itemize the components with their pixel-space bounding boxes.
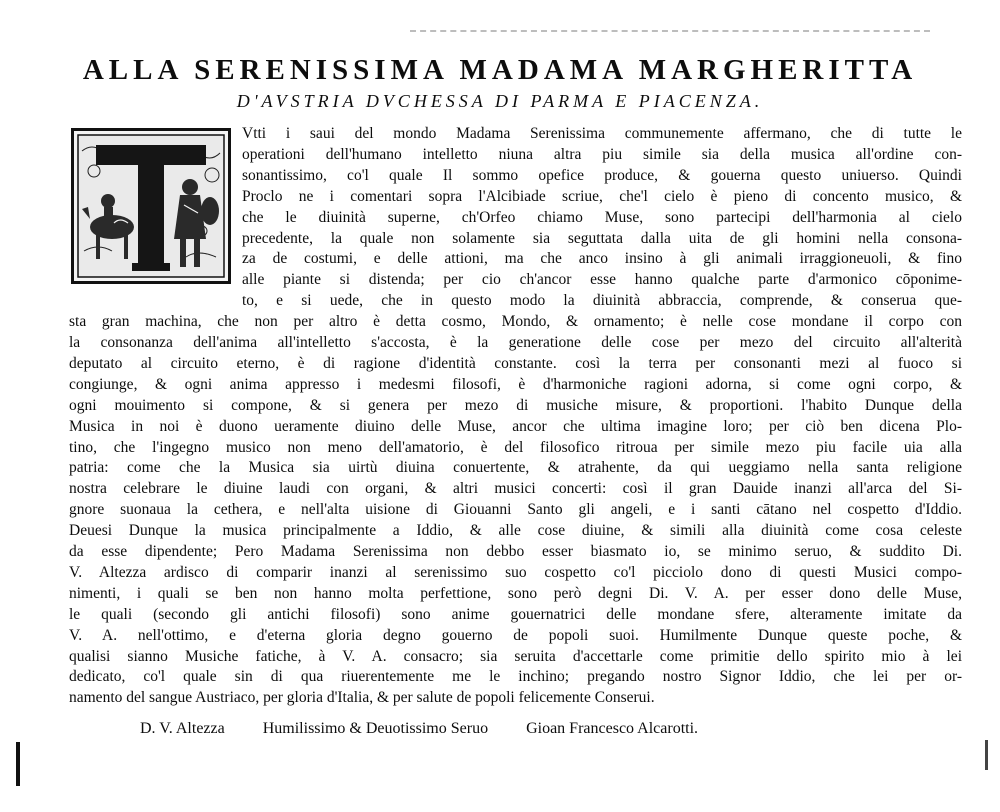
text-line: da esse dipendente; Pero Madama Serenissima non debbo esser biasmato io, se minimo seruo, & suddito Di. <box>69 543 962 560</box>
text-line: deputato al circuito eterno, è di ragione d'identità constante. così la terra per consonanti mezi al fuoco si <box>69 355 962 372</box>
dedication-subtitle: D'AVSTRIA DVCHESSA DI PARMA E PIACENZA. <box>236 91 764 111</box>
text-line: nostra celebrare le diuine laudi con organi, & altri musici concerti: così il gran Dauide inanzi all'arca del Si- <box>69 480 962 497</box>
text-line: tino, che l'ingegno musico non meno dell'amatorio, è del filosofico ritroua per simile mezo piu facile uia alla <box>69 439 962 456</box>
text-line: sta gran machina, che non per altro è detta cosmo, Mondo, & ornamento; è nelle cose mondane il corpo con <box>69 313 962 330</box>
text-line: namento del sangue Austriaco, per gloria d'Italia, & per salute de popoli felicemente Conserui. <box>69 689 655 706</box>
text-line: congiunge, & ogni anima appresso i medesmi filosofi, è d'harmoniche ragioni adorna, si come ogni corpo, & <box>69 376 962 393</box>
right-margin-mark <box>985 740 988 770</box>
signature-line <box>140 718 940 740</box>
text-line: Musica in noi è duono ueramente diuino delle Muse, ancor che ultima imagine loro; per ciò ben dicena Plo- <box>69 418 962 435</box>
text-line: patria: come che la Musica sia uirtù diuina conuertente, & atrahente, da qui ueggiamo nella santa religione <box>69 459 962 476</box>
dedication-title: ALLA SERENISSIMA MADAMA MARGHERITTA <box>82 54 918 86</box>
text-line: nimenti, i quali se ben non hanno molta perfettione, sono però degni Di. V. A. per esser dono delle Muse, <box>69 585 962 602</box>
signature-author: Gioan Francesco Alcarotti. <box>526 720 699 737</box>
text-line: to, e si uede, che in questo modo la diuinità abbraccia, comprende, & conserua que- <box>242 292 962 309</box>
text-line: V. Altezza ardisco di comparir inanzi al serenissimo suo cospetto co'l picciolo dono di questi Musici compo- <box>69 564 962 581</box>
text-line: ogni mouimento si compone, & si genera per mezo di musiche misure, & proportioni. l'habito Dunque della <box>69 397 962 414</box>
signature-closing: Humilissimo & Deuotissimo Seruo <box>262 720 489 737</box>
text-line: che le diuinità superne, ch'Orfeo chiamo Muse, sono partecipi dell'harmonia al cielo <box>242 209 962 226</box>
signature-address: D. V. Altezza <box>140 720 225 737</box>
decorated-initial-t-icon <box>71 128 231 284</box>
text-line: alle piante si distenda; per cio ch'ancor esse hanno qualche parte d'armonico cōponime- <box>242 271 962 288</box>
text-line: Proclo ne i comentari sopra l'Alcibiade scriue, che'l cielo è pieno di concento musico, & <box>242 188 962 205</box>
text-line: le quali (secondo gli antichi filosofi) sono anime gouernatrici delle mondane sfere, alteramente imitate da <box>69 606 962 623</box>
left-margin-mark <box>16 742 20 786</box>
text-line: V. A. nell'ottimo, e d'eterna gloria degno gouerno de popoli suoi. Humilmente Dunque queste poche, & <box>69 627 962 644</box>
text-line: sonantissimo, co'l quale Il sommo opefice produce, & gouerna questo uniuerso. Quindi <box>242 167 962 184</box>
page-top-rule <box>410 30 930 32</box>
text-line: za de costumi, e delle attioni, ma che anco insino à gli animali irraggioneuoli, & fino <box>242 250 962 267</box>
text-line: operationi dell'humano intelletto niuna altra piu simile sia della musica all'ordine con- <box>242 146 962 163</box>
text-line: la consonanza dell'anima all'intelletto s'accosta, è la generatione delle cose per mezo del circuito all'alterità <box>69 334 962 351</box>
text-line: qualisi sianno Musiche fatiche, à V. A. consacro; sia seruita d'accettarle come primitie dello spirito mio à lei <box>69 648 962 665</box>
text-line: precedente, la quale non solamente sia seguttata dalla uita de gli homini nella consona- <box>242 230 962 247</box>
text-line: gnore suonaua la cethera, e nell'alta uisione di Giouanni Santo gli angeli, e i santi cātano nel cospetto d'Iddio. <box>69 501 962 518</box>
text-line: Deuesi Dunque la musica principalmente a Iddio, & alle cose diuine, & simili alla diuinità come cosa celeste <box>69 522 962 539</box>
text-line: dedicato, co'l quale sin di qua riuerentemente me le inchino; pregando nostro Signor Iddio, che lei per or- <box>69 668 962 685</box>
text-line: Vtti i saui del mondo Madama Serenissima communemente affermano, che di tutte le <box>242 125 962 142</box>
